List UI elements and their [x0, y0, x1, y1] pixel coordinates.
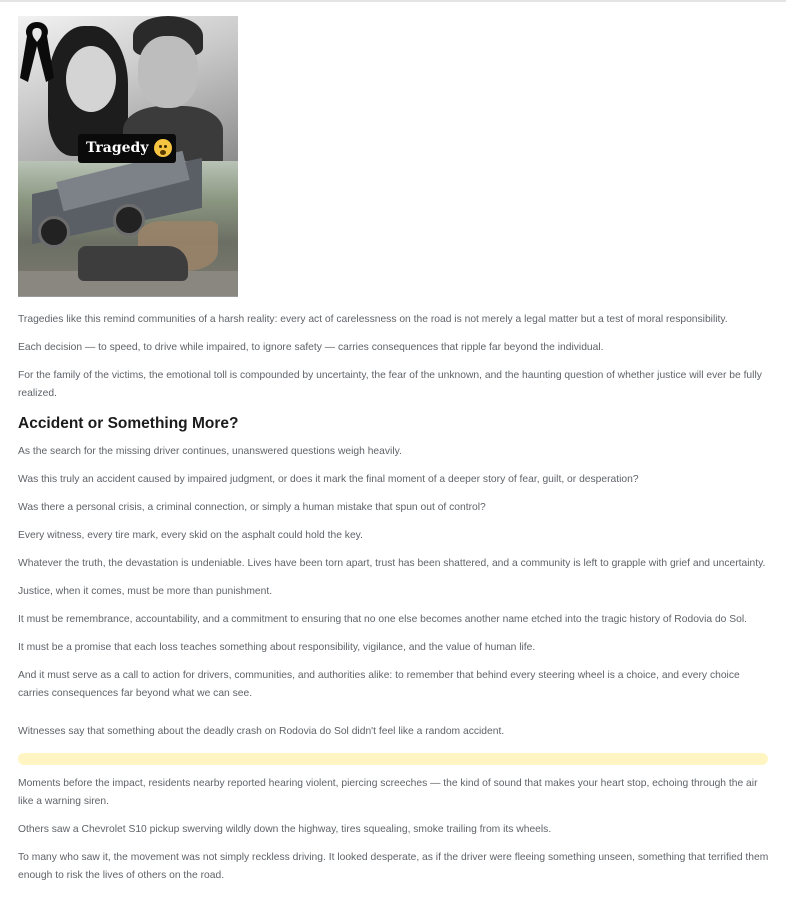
paragraph: And it must serve as a call to action for drivers, communities, and authorities alike: to remember that behind every steering wheel is a choice, and every choice carries consequences far beyond what we can see. [18, 670, 740, 699]
paragraph: It must be a promise that each loss teaches something about responsibility, vigilance, and the value of human life. [18, 642, 536, 653]
paragraph: Justice, when it comes, must be more than punishment. [18, 586, 273, 597]
truck-wheel [38, 216, 70, 248]
paragraph: Every witness, every tire mark, every skid on the asphalt could hold the key. [18, 530, 363, 541]
man-face [138, 36, 198, 108]
paragraph: Moments before the impact, residents nearby reported hearing violent, piercing screeches — the kind of sound that makes your heart stop, echoing through the air like a warning siren. [18, 778, 758, 807]
tragedy-label-text: Tragedy [86, 140, 149, 156]
crushed-car [78, 246, 188, 281]
paragraph: Each decision — to speed, to drive while impaired, to ignore safety — carries consequences that ripple far beyond the individual. [18, 342, 604, 353]
section-heading: Accident or Something More? [18, 415, 239, 432]
paragraph: For the family of the victims, the emotional toll is compounded by uncertainty, the fear of the unknown, and the haunting question of whether justice will ever be fully realized. [18, 370, 762, 399]
woman-face [66, 46, 116, 112]
tragedy-label [78, 134, 176, 163]
paragraph: Whatever the truth, the devastation is undeniable. Lives have been torn apart, trust has been shattered, and a community is left to grapple with grief and uncertainty. [18, 558, 766, 569]
paragraph: It must be remembrance, accountability, and a commitment to ensuring that no one else becomes another name etched into the tragic history of Rodovia do Sol. [18, 614, 747, 625]
article-content [18, 16, 770, 885]
top-divider [0, 0, 786, 2]
paragraph: As the search for the missing driver continues, unanswered questions weigh heavily. [18, 446, 402, 457]
hero-image[interactable] [18, 16, 238, 297]
paragraph: Was this truly an accident caused by impaired judgment, or does it mark the final moment of a deeper story of fear, guilt, or desperation? [18, 474, 639, 485]
crying-face-icon [154, 139, 172, 157]
mourning-ribbon-icon [18, 16, 56, 86]
paragraph: Tragedies like this remind communities of a harsh reality: every act of carelessness on the road is not merely a legal matter but a test of moral responsibility. [18, 314, 728, 325]
witness-paragraph: Witnesses say that something about the deadly crash on Rodovia do Sol didn't feel like a random accident. [18, 726, 505, 737]
highlight-bar [18, 753, 768, 765]
paragraph: Was there a personal crisis, a criminal connection, or simply a human mistake that spun out of control? [18, 502, 486, 513]
paragraph: Others saw a Chevrolet S10 pickup swerving wildly down the highway, tires squealing, smoke trailing from its wheels. [18, 824, 552, 835]
paragraph: To many who saw it, the movement was not simply reckless driving. It looked desperate, as if the driver were fleeing something unseen, something that terrified them enough to risk the lives of others on the road. [18, 852, 769, 881]
